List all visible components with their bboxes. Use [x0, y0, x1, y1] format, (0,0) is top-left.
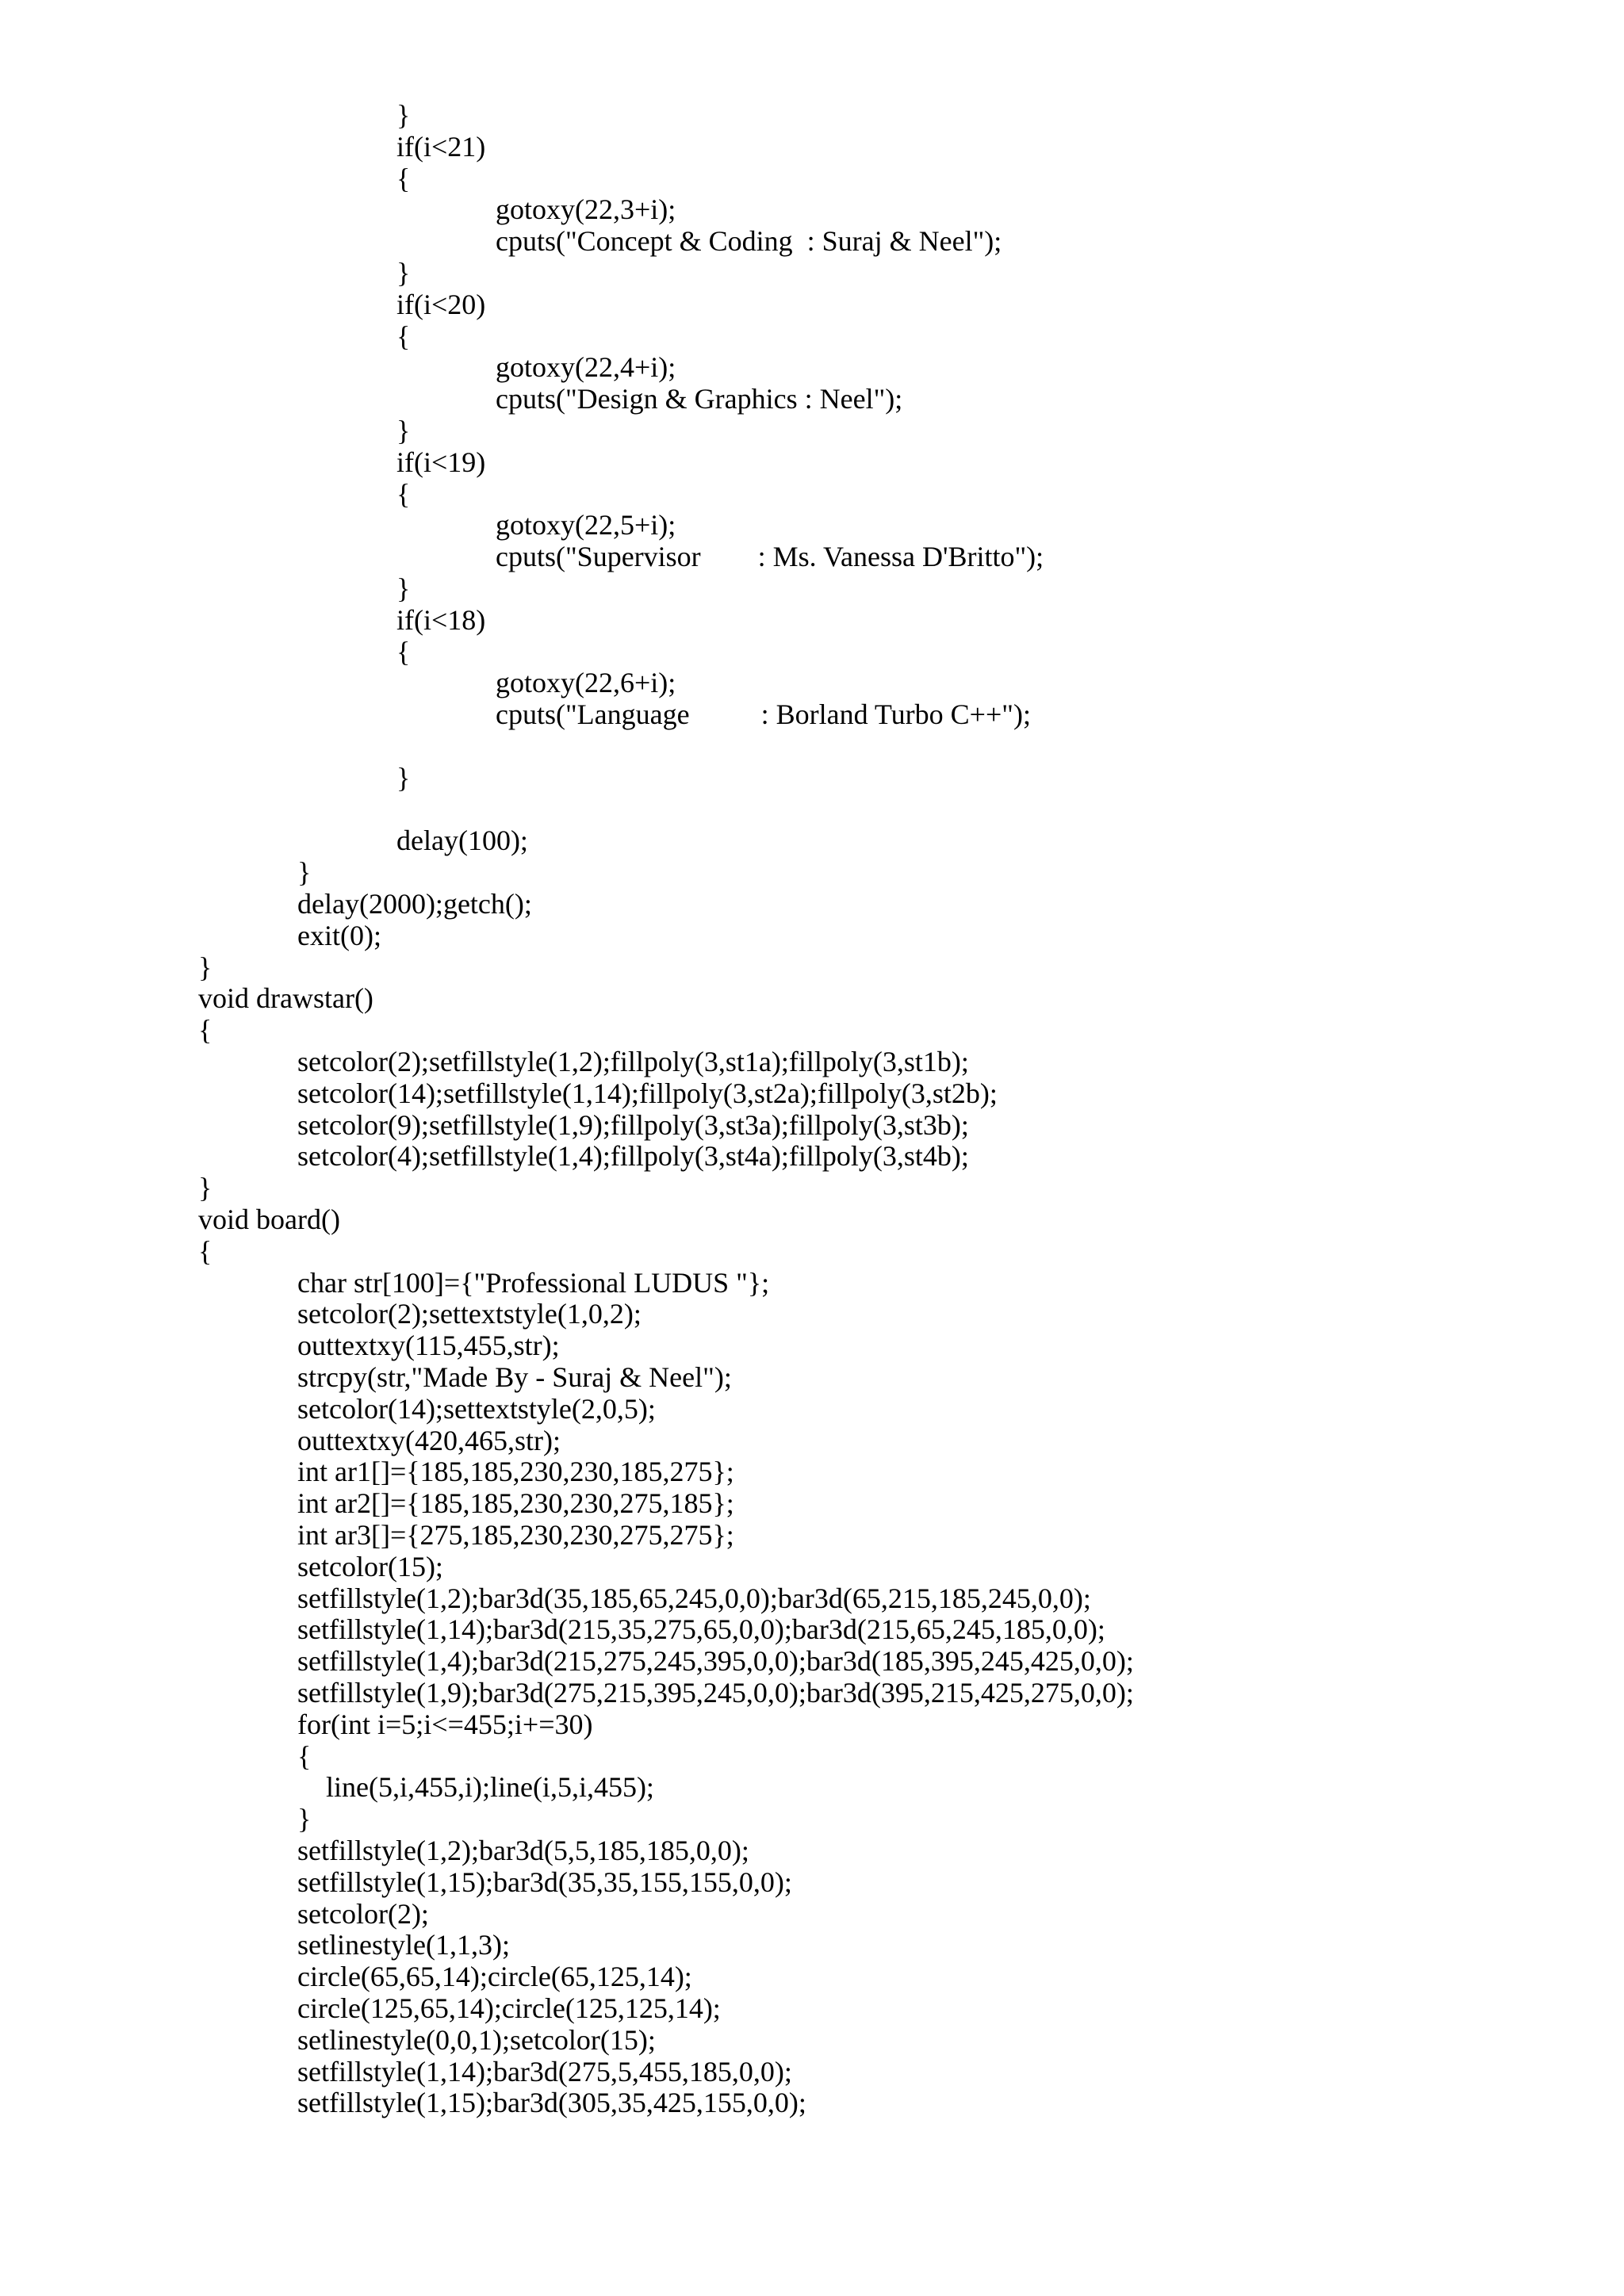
code-line: setcolor(14);settextstyle(2,0,5);: [297, 1393, 656, 1425]
code-line: {: [198, 1235, 213, 1267]
code-line: {: [396, 320, 411, 352]
code-line: {: [297, 1740, 312, 1772]
code-line: setfillstyle(1,9);bar3d(275,215,395,245,0,0);bar3d(395,215,425,275,0,0);: [297, 1677, 1134, 1709]
code-line: {: [198, 1014, 213, 1046]
code-line: }: [396, 762, 411, 794]
code-line: setlinestyle(1,1,3);: [297, 1929, 510, 1961]
code-line: setcolor(15);: [297, 1551, 443, 1582]
code-line: {: [396, 163, 411, 194]
code-line: void board(): [198, 1203, 340, 1235]
code-line: if(i<21): [396, 131, 486, 163]
code-line: setcolor(2);setfillstyle(1,2);fillpoly(3,st1a);fillpoly(3,st1b);: [297, 1046, 969, 1077]
code-line: if(i<19): [396, 446, 486, 478]
code-line: setfillstyle(1,2);bar3d(35,185,65,245,0,0);bar3d(65,215,185,245,0,0);: [297, 1582, 1091, 1614]
code-line: exit(0);: [297, 920, 381, 951]
code-line: delay(2000);getch();: [297, 888, 532, 920]
code-line: outtextxy(115,455,str);: [297, 1330, 560, 1361]
code-line: setfillstyle(1,2);bar3d(5,5,185,185,0,0);: [297, 1835, 749, 1866]
code-line: strcpy(str,"Made By - Suraj & Neel");: [297, 1361, 732, 1393]
code-line: line(5,i,455,i);line(i,5,i,455);: [297, 1771, 654, 1803]
code-line: setfillstyle(1,15);bar3d(305,35,425,155,0,0);: [297, 2087, 806, 2118]
code-line: gotoxy(22,5+i);: [496, 509, 676, 541]
code-line: int ar1[]={185,185,230,230,185,275};: [297, 1456, 734, 1487]
code-line: cputs("Supervisor : Ms. Vanessa D'Britto");: [496, 541, 1044, 572]
code-line: circle(125,65,14);circle(125,125,14);: [297, 1992, 721, 2024]
code-line: gotoxy(22,4+i);: [496, 351, 676, 383]
code-line: cputs("Design & Graphics : Neel");: [496, 383, 903, 415]
code-line: setfillstyle(1,14);bar3d(215,35,275,65,0,0);bar3d(215,65,245,185,0,0);: [297, 1613, 1105, 1645]
code-line: }: [198, 1172, 213, 1203]
code-line: setfillstyle(1,15);bar3d(35,35,155,155,0,0);: [297, 1866, 792, 1898]
code-line: setfillstyle(1,4);bar3d(215,275,245,395,0,0);bar3d(185,395,245,425,0,0);: [297, 1645, 1134, 1677]
code-line: }: [198, 951, 213, 983]
code-line: {: [396, 478, 411, 510]
code-line: setcolor(2);: [297, 1898, 429, 1930]
code-line: void drawstar(): [198, 982, 373, 1014]
code-line: outtextxy(420,465,str);: [297, 1425, 561, 1456]
code-line: gotoxy(22,6+i);: [496, 667, 676, 698]
code-line: }: [297, 856, 312, 888]
code-line: gotoxy(22,3+i);: [496, 193, 676, 225]
code-line: setcolor(2);settextstyle(1,0,2);: [297, 1298, 642, 1330]
code-line: }: [396, 572, 411, 604]
code-line: delay(100);: [396, 825, 528, 856]
code-line: cputs("Concept & Coding : Suraj & Neel");: [496, 225, 1002, 257]
code-line: }: [396, 415, 411, 446]
code-line: for(int i=5;i<=455;i+=30): [297, 1709, 593, 1740]
code-line: setlinestyle(0,0,1);setcolor(15);: [297, 2024, 656, 2056]
code-line: {: [396, 636, 411, 668]
code-line: int ar2[]={185,185,230,230,275,185};: [297, 1487, 734, 1519]
code-line: setfillstyle(1,14);bar3d(275,5,455,185,0,0);: [297, 2056, 792, 2087]
code-line: circle(65,65,14);circle(65,125,14);: [297, 1961, 692, 1992]
code-line: setcolor(4);setfillstyle(1,4);fillpoly(3,st4a);fillpoly(3,st4b);: [297, 1140, 969, 1172]
code-line: if(i<18): [396, 604, 486, 636]
code-line: }: [396, 257, 411, 289]
code-line: if(i<20): [396, 289, 486, 320]
code-line: setcolor(14);setfillstyle(1,14);fillpoly(3,st2a);fillpoly(3,st2b);: [297, 1077, 998, 1109]
code-line: char str[100]={"Professional LUDUS "};: [297, 1267, 770, 1299]
code-line: }: [396, 99, 411, 131]
code-line: int ar3[]={275,185,230,230,275,275};: [297, 1519, 734, 1551]
code-line: setcolor(9);setfillstyle(1,9);fillpoly(3,st3a);fillpoly(3,st3b);: [297, 1109, 969, 1141]
code-line: cputs("Language : Borland Turbo C++");: [496, 698, 1031, 730]
code-line: }: [297, 1803, 312, 1835]
